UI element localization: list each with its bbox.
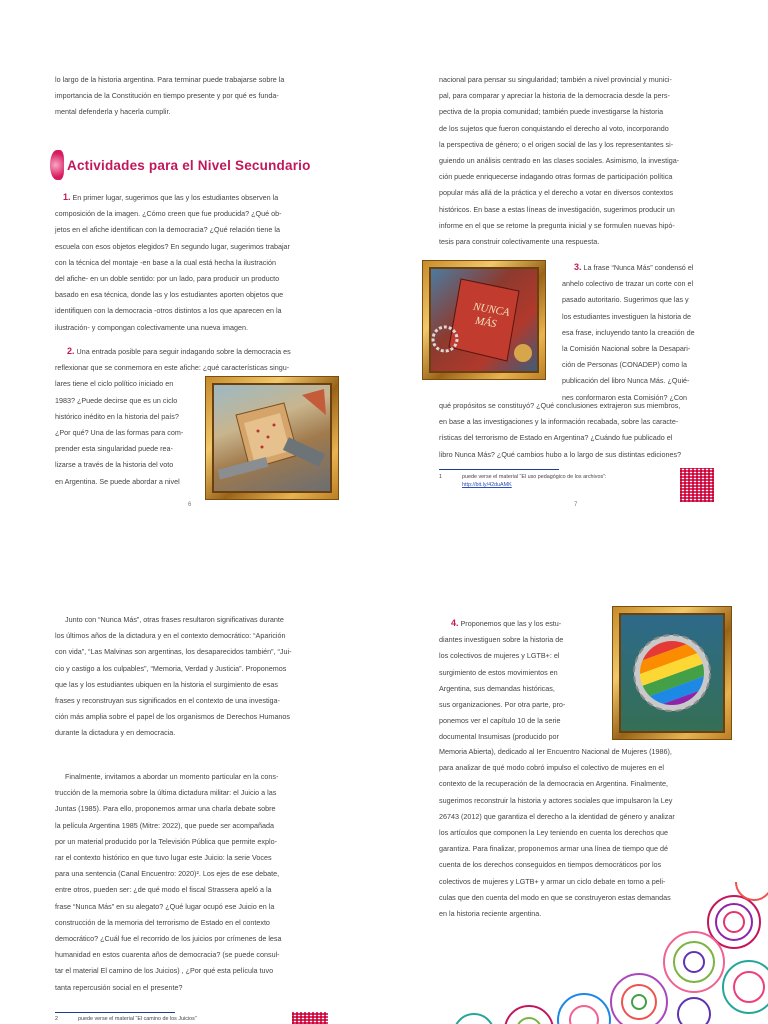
text-line: anhelo colectivo de trazar un corte con el xyxy=(562,279,694,289)
activity-4-side xyxy=(439,615,609,746)
heading-bullet-icon xyxy=(50,150,64,180)
continuation-paragraph xyxy=(439,72,729,250)
text-line: los estudiantes investiguen la historia de xyxy=(562,311,692,321)
text-line: ción puede enriquecerse indagando otras formas de participación política xyxy=(439,172,673,182)
text-line: construcción de la memoria del terrorismo de Estado en el contexto xyxy=(55,917,270,927)
text-line: Finalmente, invitamos a abordar un momento particular en la cons- xyxy=(65,772,279,781)
footnote-number: 2 xyxy=(55,1016,58,1022)
text-line: importancia de la Constitución en tiempo presente y por qué es funda- xyxy=(55,91,279,101)
text-line: Argentina, sus demandas históricas, xyxy=(439,683,555,693)
activity-3-full xyxy=(439,398,734,463)
page-9 xyxy=(384,512,768,1024)
footnote-divider xyxy=(55,1012,175,1013)
text-line: tesis para construir colectivamente una respuesta. xyxy=(439,237,600,247)
text-line: para una sentencia (Canal Encuentro: 2020)². Los ejes de ese debate, xyxy=(55,869,280,879)
text-line: Memoria Abierta), dedicado al Ier Encuentro Nacional de Mujeres (1986), xyxy=(439,747,672,756)
activity-1 xyxy=(55,189,335,336)
text-line: los colectivos de mujeres y LGTB+: el xyxy=(439,651,560,661)
text-line: humanidad en estos cuarenta años de democracia? (se puede consul- xyxy=(55,950,280,960)
footnote-divider xyxy=(439,469,559,470)
text-line: popular más allá de la práctica y el derecho a votar en diversos contextos xyxy=(439,188,674,198)
text-line: guiendo un análisis centrado en las clases sociales. Asimismo, la investiga- xyxy=(439,156,680,166)
text-line: ponemos ver el capítulo 10 de la serie xyxy=(439,716,561,726)
text-line: Una entrada posible para seguir indagando sobre la democracia es xyxy=(74,347,291,356)
collage-image-frame xyxy=(205,376,339,500)
text-line: histórico inédito en la historia del país? xyxy=(55,411,179,421)
text-line: pal, para comparar y apreciar la historia de la democracia desde la pers- xyxy=(439,91,670,101)
text-line: tar el material El camino de los Juicios) , ¿Por qué esta película tuvo xyxy=(55,966,274,976)
collage-image xyxy=(212,383,332,493)
text-line: trucción de la memoria sobre la última dictadura militar: el Juicio a las xyxy=(55,788,277,798)
footnote-text: puede verse el material “El uso pedagógico de los archivos”: xyxy=(462,474,607,480)
activity-number: 3. xyxy=(574,262,582,272)
text-line: cuenta de los derechos conseguidos en tiempos democráticos por los xyxy=(439,860,662,870)
text-line: documental Insumisas (producido por xyxy=(439,732,559,742)
text-line: que las y los estudiantes ubiquen en la historia el surgimiento de esas xyxy=(55,679,278,689)
text-line: los últimos años de la dictadura y en el contexto democrático: “Aparición xyxy=(55,631,286,641)
text-line: composición de la imagen. ¿Cómo creen que fue producida? ¿Qué ob- xyxy=(55,209,282,219)
text-line: qué propósitos se constituyó? ¿Qué conclusiones extrajeron sus miembros, xyxy=(439,401,681,410)
text-line: por un material producido por la Televisión Pública que permite explo- xyxy=(55,836,278,846)
text-line: colectivos de mujeres y LGTB+ y armar un ciclo debate en torno a peli- xyxy=(439,876,666,886)
text-line: en la historia reciente argentina. xyxy=(439,909,542,919)
activity-number: 4. xyxy=(451,618,459,628)
text-line: rar el contexto histórico en que tuvo lugar este Juicio: la serie Voces xyxy=(55,853,272,863)
nunca-mas-image xyxy=(429,267,539,373)
page-number: 6 xyxy=(188,502,192,508)
text-line: lo largo de la historia argentina. Para terminar puede trabajarse sobre la xyxy=(55,75,285,84)
rainbow-gear-illustration xyxy=(621,615,723,731)
activity-3-side xyxy=(562,259,734,406)
text-line: libro Nunca Más? ¿Qué cambios hubo a lo largo de sus distintas ediciones? xyxy=(439,449,682,459)
text-line: prender esta singularidad puede rea- xyxy=(55,444,173,454)
footnote-number: 1 xyxy=(439,474,442,480)
text-line: nes conformaron esta Comisión? ¿Con xyxy=(562,392,688,402)
text-line: reflexionar que se conmemora en este afiche: ¿qué características singu- xyxy=(55,363,290,373)
text-line: informe en el que se retome la pregunta inicial y se formulen nuevas hipó- xyxy=(439,220,675,230)
text-line: nacional para pensar su singularidad; también a nivel provincial y munici- xyxy=(439,75,672,84)
text-line: contexto de la recuperación de la democracia en Argentina. Finalmente, xyxy=(439,779,668,789)
text-line: lizarse a través de la historia del voto xyxy=(55,460,174,470)
text-line: diantes investiguen sobre la historia de xyxy=(439,635,564,645)
text-line: mental defenderla y hacerla cumplir. xyxy=(55,107,171,117)
text-line: Juntas (1985). Para ello, proponemos armar una charla debate sobre xyxy=(55,804,276,814)
text-line: cio y castigo a los culpables”, “Memoria, Verdad y Justicia”. Proponemos xyxy=(55,663,287,673)
text-line: históricos. En base a estas líneas de investigación, sugerimos producir un xyxy=(439,204,675,214)
text-line: durante la dictadura y en democracia. xyxy=(55,728,176,738)
nunca-mas-book-illustration xyxy=(431,269,537,371)
book-title-line-1: NUNCA xyxy=(472,300,511,319)
text-line: en Argentina. Se puede abordar a nivel xyxy=(55,476,180,486)
text-line: ción de Personas (CONADEP) como la xyxy=(562,360,688,370)
text-line: frase “Nunca Más” en su alegato? ¿Qué lugar ocupó ese Juicio en la xyxy=(55,901,275,911)
text-line: lares tiene el ciclo político iniciado en xyxy=(55,379,174,389)
text-line: pasado autoritario. Sugerimos que las y xyxy=(562,295,689,305)
nunca-mas-image-frame xyxy=(422,260,546,380)
text-line: 1983? ¿Puede decirse que es un ciclo xyxy=(55,395,178,405)
text-line: Junto con “Nunca Más”, otras frases resultaron significativas durante xyxy=(65,615,284,624)
page-7 xyxy=(384,0,768,512)
text-line: identifiquen con la democracia -otros distintos a los que aparecen en la xyxy=(55,306,282,316)
text-line: de los sujetos que fueron conquistando el derecho al voto, incorporando xyxy=(439,123,669,133)
swirl-pattern-decoration xyxy=(404,882,768,1024)
text-line: para analizar de qué modo cobró impulso el colectivo de mujeres en el xyxy=(439,763,664,773)
heading-title: Actividades para el Nivel Secundario xyxy=(67,157,311,173)
text-line: ción más amplia sobre el papel de los organismos de Derechos Humanos xyxy=(55,712,290,722)
intro-paragraph xyxy=(55,72,335,121)
text-line: con la técnica del montaje -en base a la cual está hecha la ilustración xyxy=(55,257,276,267)
text-line: esa frase, incluyendo tanto la creación de xyxy=(562,327,695,337)
text-line: surgimiento de estos movimientos en xyxy=(439,667,558,677)
page-number: 7 xyxy=(574,502,578,508)
text-line: frases y reconstruyan sus significados en el contexto de una investiga- xyxy=(55,696,280,706)
activity-number: 1. xyxy=(63,192,71,202)
qr-code-icon[interactable] xyxy=(292,1012,328,1024)
text-line: publicación del libro Nunca Más. ¿Quié- xyxy=(562,376,690,386)
section-heading xyxy=(50,150,311,180)
collage-illustration xyxy=(214,385,330,491)
text-line: la Comisión Nacional sobre la Desapari- xyxy=(562,344,691,354)
footnote-1 xyxy=(462,473,682,489)
text-line: con vida”, “Las Malvinas son argentinas, los desaparecidos también”, “Jui- xyxy=(55,647,292,657)
text-line: 26743 (2012) que garantiza el derecho a la identidad de género y analizar xyxy=(439,811,675,821)
frases-paragraph xyxy=(55,612,340,742)
text-line: La frase “Nunca Más” condensó el xyxy=(581,263,694,272)
text-line: sus organizaciones. Por otra parte, pro- xyxy=(439,700,566,710)
qr-code-icon[interactable] xyxy=(680,468,714,502)
text-line: culas que den cuenta del modo en que se construyeron estas demandas xyxy=(439,892,671,902)
text-line: escuela con esos objetos elegidos? En segundo lugar, sugerimos trabajar xyxy=(55,241,290,251)
text-line: jetos en el afiche identifican con la democracia? ¿Qué relación tiene la xyxy=(55,225,280,235)
text-line: del afiche- en un doble sentido: por un lado, para producir un producto xyxy=(55,274,280,284)
rainbow-image-frame xyxy=(612,606,732,740)
text-line: tanta repercusión social en el presente? xyxy=(55,982,183,992)
rainbow-image xyxy=(619,613,725,733)
page-8 xyxy=(0,512,384,1024)
text-line: garantiza. Para finalizar, proponemos armar una línea de tiempo que dé xyxy=(439,844,668,854)
footnote-text: puede verse el material “El camino de los Juicios” xyxy=(78,1016,197,1022)
text-line: en base a las investigaciones y la información recabada, sobre las caracte- xyxy=(439,417,679,427)
text-line: Proponemos que las y los estu- xyxy=(458,619,562,628)
text-line: ¿Por qué? Una de las formas para com- xyxy=(55,428,184,438)
text-line: democrático? ¿Cuál fue el recorrido de los juicios por crímenes de lesa xyxy=(55,934,282,944)
text-line: rísticas del terrorismo de Estado en Argentina? ¿Cuándo fue publicado el xyxy=(439,433,673,443)
text-line: la película Argentina 1985 (Mitre: 2022), que puede ser acompañada xyxy=(55,820,274,830)
text-line: basado en esa técnica, donde las y los estudiantes aporten objetos que xyxy=(55,290,284,300)
activity-number: 2. xyxy=(67,346,75,356)
text-line: los artículos que componen la Ley teniendo en cuenta los derechos que xyxy=(439,828,668,838)
text-line: En primer lugar, sugerimos que las y los estudiantes observen la xyxy=(70,193,279,202)
text-line: pectiva de la propia comunidad; también puede investigarse la historia xyxy=(439,107,664,117)
text-line: sugerimos reconstruir la historia y actores sociales que impulsaron la Ley xyxy=(439,795,673,805)
juicio-paragraph xyxy=(55,769,340,996)
text-line: ilustración- y compongan colectivamente una nueva imagen. xyxy=(55,322,248,332)
page-6 xyxy=(0,0,384,512)
book-title-line-2: MÁS xyxy=(474,314,498,331)
footnote-link[interactable]: http://bit.ly/42duAMK xyxy=(462,482,512,488)
text-line: la perspectiva de género; o el origen social de las y los representantes si- xyxy=(439,139,674,149)
text-line: entre otros, pueden ser: ¿de qué modo el fiscal Strassera apeló a la xyxy=(55,885,272,895)
